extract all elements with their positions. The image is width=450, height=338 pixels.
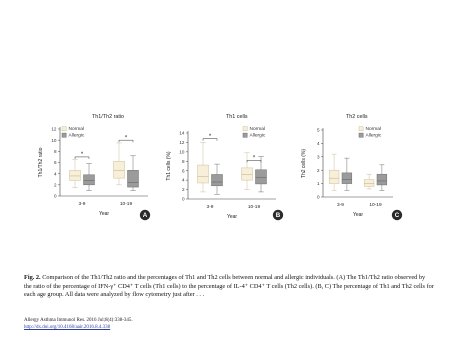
y-tick-label: 4 (53, 171, 57, 177)
citation-doi-link[interactable]: http://dx.doi.org/10.4168/aair.2016.8.4.338 (24, 324, 111, 330)
box-allergic (342, 173, 352, 184)
box-allergic (212, 174, 223, 185)
y-axis-label: Th1/Th2 ratio (38, 147, 44, 178)
chart-panel-c (301, 114, 402, 220)
legend-swatch-normal (62, 127, 66, 131)
box-allergic (377, 174, 387, 185)
y-tick-label: 8 (53, 148, 57, 154)
panel-label: A (142, 212, 148, 220)
legend-label-allergic: Allergic (365, 133, 382, 139)
legend-swatch-allergic (359, 133, 363, 137)
legend-label-allergic: Allergic (249, 133, 266, 139)
chart-title: Th1/Th2 ratio (92, 114, 125, 120)
y-axis-label: Th2 cells (%) (301, 148, 307, 179)
y-tick-label: 5 (316, 127, 320, 133)
x-axis-label: Year (226, 214, 238, 220)
y-tick-label: 0 (181, 196, 185, 202)
x-axis-label: Year (352, 212, 364, 218)
x-axis-label: Year (98, 211, 110, 217)
box-normal (329, 170, 339, 183)
legend-label-allergic: Allergic (68, 133, 85, 139)
y-tick-label: 6 (53, 160, 57, 166)
y-tick-label: 4 (181, 177, 185, 183)
significance-marker: * (80, 152, 84, 159)
box-normal (364, 180, 374, 187)
x-tick-label: 3-9 (206, 205, 214, 210)
y-tick-label: 4 (316, 141, 320, 146)
panel-label: B (275, 212, 281, 220)
y-tick-label: 2 (53, 182, 57, 188)
box-normal (242, 168, 253, 180)
y-tick-label: 8 (181, 158, 185, 164)
y-tick-label: 2 (316, 167, 320, 173)
box-normal (198, 165, 209, 183)
x-tick-label: 10-19 (247, 205, 261, 210)
caption-lead: Fig. 2. (24, 274, 41, 281)
legend-label-normal: Normal (68, 127, 84, 132)
y-tick-label: 10 (51, 137, 57, 143)
y-tick-label: 1 (316, 181, 320, 187)
y-tick-label: 14 (179, 130, 185, 136)
chart-title: Th1 cells (226, 114, 248, 120)
y-tick-label: 0 (316, 194, 320, 200)
significance-marker: * (252, 155, 256, 162)
chart-title: Th2 cells (346, 114, 368, 120)
y-tick-label: 2 (181, 187, 185, 193)
legend-label-normal: Normal (365, 127, 381, 132)
box-normal (114, 161, 125, 178)
chart-panel-a (38, 114, 150, 220)
x-tick-label: 10-19 (119, 202, 133, 207)
legend-swatch-normal (359, 127, 363, 131)
box-allergic (128, 170, 139, 187)
y-tick-label: 12 (51, 126, 57, 132)
legend-label-normal: Normal (249, 127, 265, 132)
panel-label: C (394, 212, 400, 220)
y-tick-label: 0 (53, 193, 57, 199)
x-tick-label: 10-19 (369, 203, 382, 208)
x-tick-label: 3-9 (337, 203, 344, 208)
legend-swatch-allergic (243, 133, 247, 137)
box-allergic (256, 170, 267, 184)
significance-marker: * (208, 133, 212, 140)
x-tick-label: 3-9 (78, 202, 86, 207)
y-axis-label: Th1 cells (%) (166, 151, 172, 181)
citation-journal: Allergy Asthma Immunol Res. 2016 Jul;8(4):338-345. (24, 318, 133, 323)
y-tick-label: 12 (179, 140, 185, 146)
legend-swatch-normal (243, 127, 247, 131)
chart-panel-b (166, 114, 283, 220)
significance-marker: * (124, 135, 128, 142)
box-allergic (84, 175, 95, 185)
y-tick-label: 3 (316, 154, 320, 160)
y-tick-label: 10 (179, 149, 185, 155)
box-normal (70, 170, 81, 180)
legend-swatch-allergic (62, 133, 66, 137)
y-tick-label: 6 (181, 168, 185, 174)
caption-text: Comparison of the Th1/Th2 ratio and the percentages of Th1 and Th2 cells between normal and allergic individuals. (A) The Th1/Th2 ratio observed by the ratio of the percentage of IFN-γ⁺ CD4⁺ T cells (Th1 cells) to the percentage of IL-4⁺ CD4⁺ T cells (Th2 cells). (B, C) The percentage of Th1 and Th2 cells for each age group. All data were analyzed by flow cytometry just after . . . (24, 274, 434, 299)
citation (24, 318, 324, 331)
figure-caption (24, 274, 434, 300)
